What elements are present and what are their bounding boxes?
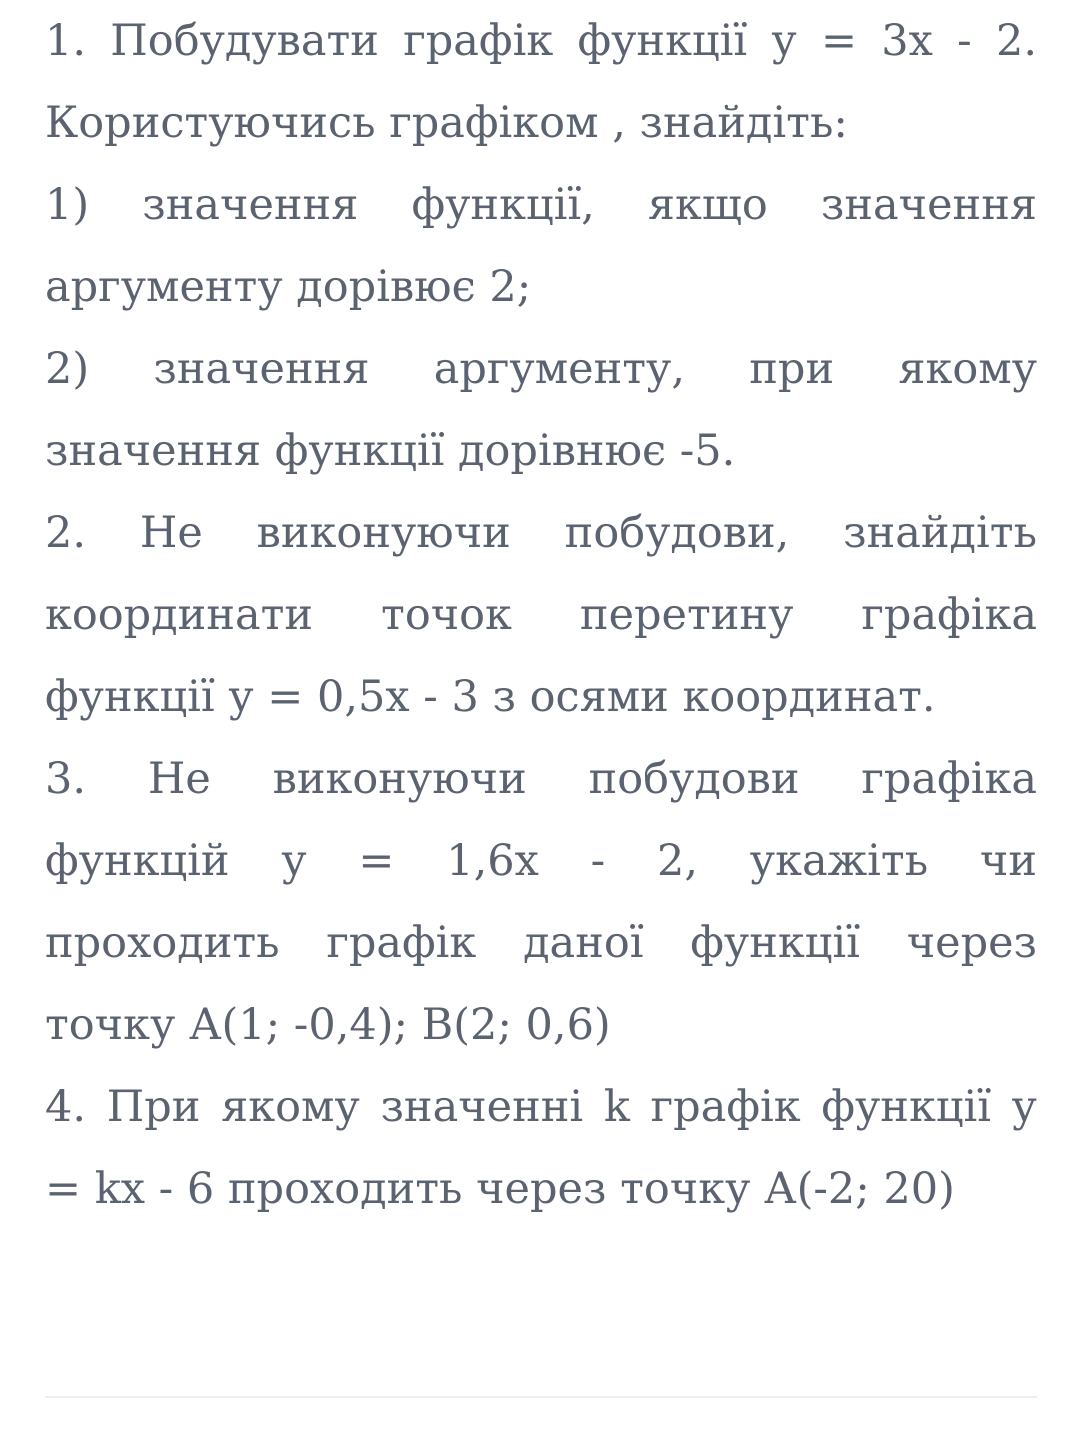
task-3-line-2: функцій у = 1,6х - 2, укажіть чи [45, 836, 1037, 886]
task-3-line-1: 3. Не виконуючи побудови графіка [45, 754, 1037, 804]
task-3-line-3: проходить графік даної функції через [45, 918, 1037, 968]
task-1-sub-1-line-1: 1) значення функції, якщо значення [45, 180, 1037, 230]
task-1-sub-2-line-1: 2) значення аргументу, при якому [45, 344, 1037, 394]
task-1-sub-2-line-2: значення функції дорівнює -5. [45, 426, 736, 476]
task-4-line-2: = kx - 6 проходить через точку А(-2; 20) [45, 1164, 955, 1214]
bottom-divider [45, 1396, 1037, 1398]
task-1-line-1: 1. Побудувати графік функції у = 3х - 2. [45, 16, 1037, 66]
task-2-line-3: функції у = 0,5х - 3 з осями координат. [45, 672, 936, 722]
task-2-line-2: координати точок перетину графіка [45, 590, 1037, 640]
task-1-sub-1-line-2: аргументу дорівює 2; [45, 262, 532, 312]
document-body [45, 0, 1037, 1230]
task-4-line-1: 4. При якому значенні k графік функції у [45, 1082, 1037, 1132]
task-1-line-2: Користуючись графіком , знайдіть: [45, 98, 848, 148]
task-2-line-1: 2. Не виконуючи побудови, знайдіть [45, 508, 1037, 558]
task-3-line-4: точку А(1; -0,4); В(2; 0,6) [45, 1000, 611, 1050]
